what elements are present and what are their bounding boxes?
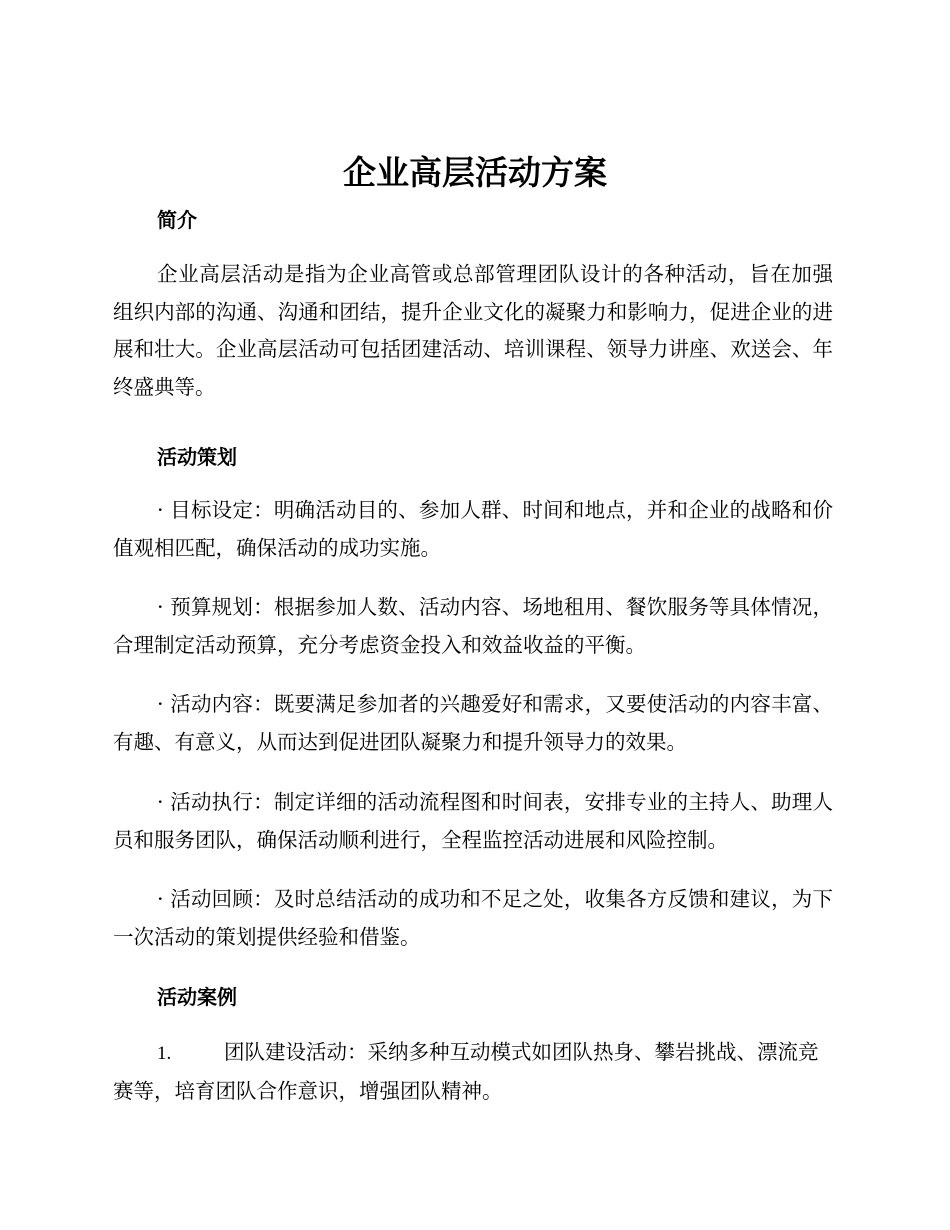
planning-bullet-goal: · 目标设定：明确活动目的、参加人群、时间和地点，并和企业的战略和价值观相匹配，确保活动的成功实施。	[113, 498, 833, 560]
case-item-number: 1.	[157, 1043, 172, 1064]
case-list-item	[113, 1034, 833, 1110]
document-title: 企业高层活动方案	[343, 153, 607, 192]
planning-bullet-content: · 活动内容：既要满足参加者的兴趣爱好和需求，又要使活动的内容丰富、有趣、有意义，从而达到促进团队凝聚力和提升领导力的效果。	[113, 692, 833, 754]
section-heading-intro: 简介	[157, 208, 197, 232]
intro-paragraph: 企业高层活动是指为企业高管或总部管理团队设计的各种活动，旨在加强组织内部的沟通、沟通和团结，提升企业文化的凝聚力和影响力，促进企业的进展和壮大。企业高层活动可包括团建活动、培训课程、领导力讲座、欢送会、年终盛典等。	[113, 262, 833, 399]
planning-bullet-review: · 活动回顾：及时总结活动的成功和不足之处，收集各方反馈和建议，为下一次活动的策划提供经验和借鉴。	[113, 887, 833, 949]
planning-bullet-execution: · 活动执行：制定详细的活动流程图和时间表，安排专业的主持人、助理人员和服务团队，确保活动顺利进行，全程监控活动进展和风险控制。	[113, 790, 833, 852]
case-item-text: 团队建设活动：采纳多种互动模式如团队热身、攀岩挑战、漂流竞赛等，培育团队合作意识，增强团队精神。	[113, 1040, 819, 1103]
section-heading-planning: 活动策划	[157, 445, 237, 469]
planning-bullet-budget: · 预算规划：根据参加人数、活动内容、场地租用、餐饮服务等具体情况，合理制定活动预算，充分考虑资金投入和效益收益的平衡。	[113, 595, 833, 657]
section-heading-cases: 活动案例	[157, 985, 237, 1009]
